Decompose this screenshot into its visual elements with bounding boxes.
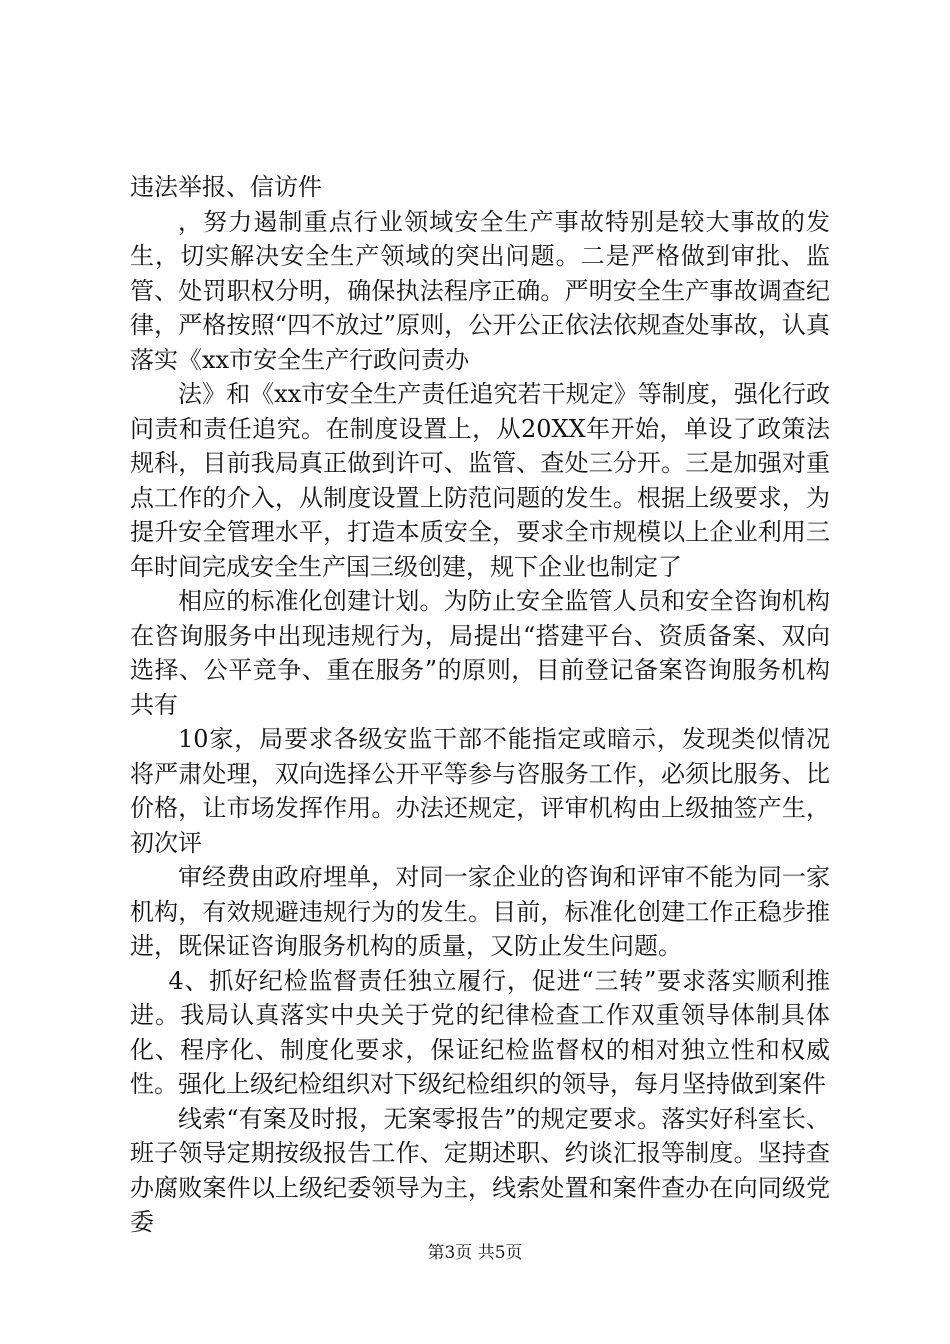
paragraph-3: 法》和《xx市安全生产责任追究若干规定》等制度，强化行政问责和责任追究。在制度设置上，从20XX年开始，单设了政策法规科，目前我局真正做到许可、监管、查处三分开。三是加强对重点工作的介入，从制度设置上防范问题的发生。根据上级要求，为提升安全管理水平，打造本质安全，要求全市规模以上企业利用三年时间完成安全生产国三级创建，规下企业也制定了 bbox=[130, 380, 830, 581]
paragraph-1: 违法举报、信访件 bbox=[130, 173, 322, 201]
paragraph-8: 线索“有案及时报，无案零报告”的规定要求。落实好科室长、班子领导定期按级报告工作、定期述职、约谈汇报等制度。坚持查办腐败案件以上级纪委领导为主，线索处置和案件查办在向同级党委 bbox=[130, 1104, 830, 1236]
paragraph-5: 10家，局要求各级安监干部不能指定或暗示，发现类似情况将严肃处理，双向选择公开平等参与咨服务工作，必须比服务、比价格，让市场发挥作用。办法还规定，评审机构由上级抽签产生，初次评 bbox=[130, 725, 830, 857]
page-number-footer: 第3页 共5页 bbox=[427, 1243, 523, 1263]
paragraph-4: 相应的标准化创建计划。为防止安全监管人员和安全咨询机构在咨询服务中出现违规行为，局提出“搭建平台、资质备案、双向选择、公平竞争、重在服务”的原则，目前登记备案咨询服务机构共有 bbox=[130, 587, 830, 719]
document-body bbox=[130, 170, 830, 1240]
paragraph-6: 审经费由政府埋单，对同一家企业的咨询和评审不能为同一家机构，有效规避违规行为的发生。目前，标准化创建工作正稳步推进，既保证咨询服务机构的质量，又防止发生问题。 bbox=[130, 863, 830, 960]
paragraph-7: 4、抓好纪检监督责任独立履行，促进“三转”要求落实顺利推进。我局认真落实中央关于党的纪律检查工作双重领导体制具体化、程序化、制度化要求，保证纪检监督权的相对独立性和权威性。强化上级纪检组织对下级纪检组织的领导，每月坚持做到案件 bbox=[130, 966, 830, 1098]
paragraph-2: ，努力遏制重点行业领域安全生产事故特别是较大事故的发生，切实解决安全生产领域的突出问题。二是严格做到审批、监管、处罚职权分明，确保执法程序正确。严明安全生产事故调查纪律，严格按照“四不放过”原则，公开公正依法依规查处事故，认真落实《xx市安全生产行政问责办 bbox=[130, 207, 830, 374]
